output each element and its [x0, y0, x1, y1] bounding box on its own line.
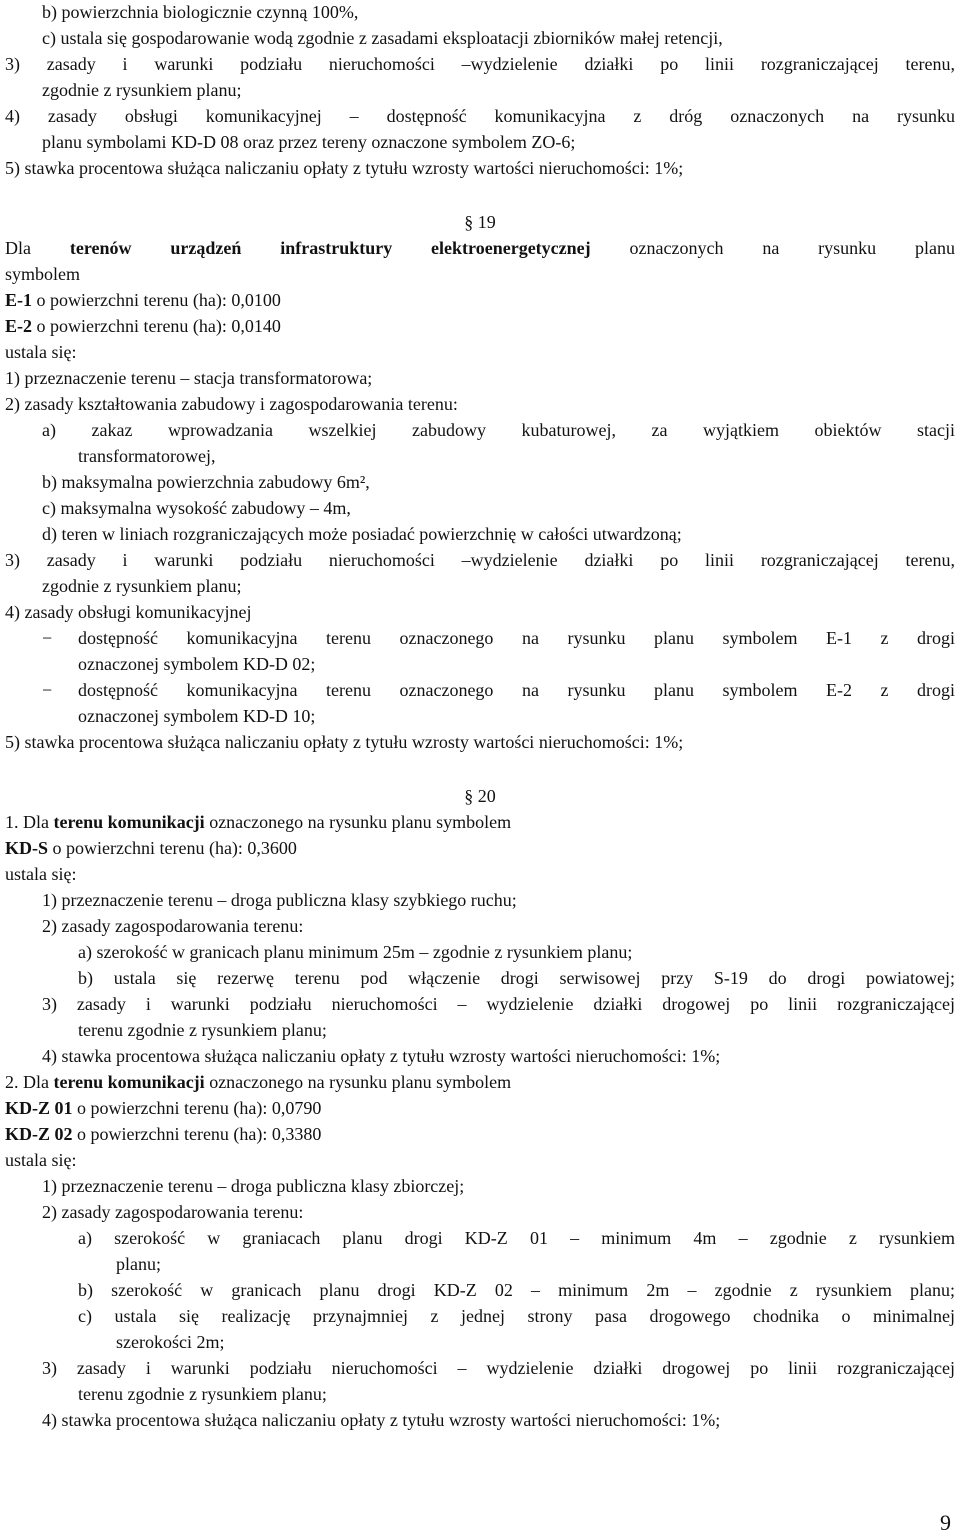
symbol-code: KD-Z 02	[5, 1124, 73, 1144]
symbol-line	[5, 1096, 321, 1122]
text-line: b) maksymalna powierzchnia zabudowy 6m²,	[42, 472, 370, 492]
text-line: symbolem	[5, 264, 80, 284]
text-line: 4) stawka procentowa służąca naliczaniu opłaty z tytułu wzrosty wartości nieruchomości: 1%;	[42, 1046, 721, 1066]
text-line: ustala się:	[5, 864, 77, 884]
intro-bold: terenu komunikacji	[53, 812, 205, 832]
text-line: 4) zasady obsługi komunikacyjnej – dostępność komunikacyjna z dróg oznaczonych na rysunku	[5, 106, 955, 126]
text-line: planu;	[116, 1254, 161, 1274]
section-heading: § 19	[464, 212, 496, 232]
text-line: 3) zasady i warunki podziału nieruchomości – wydzielenie działki drogowej po linii rozgraniczającej	[42, 1358, 955, 1378]
text-line: 2) zasady kształtowania zabudowy i zagospodarowania terenu:	[5, 394, 458, 414]
text-line: 1) przeznaczenie terenu – droga publiczna klasy szybkiego ruchu;	[42, 890, 517, 910]
symbol-code: KD-S	[5, 838, 49, 858]
symbol-line	[5, 1122, 321, 1148]
intro-bold: terenów urządzeń infrastruktury elektroenergetycznej	[69, 238, 591, 258]
intro-bold: terenu komunikacji	[53, 1072, 205, 1092]
text-line: 3) zasady i warunki podziału nieruchomości –wydzielenie działki po linii rozgraniczającej terenu,	[5, 550, 955, 570]
symbol-area: o powierzchni terenu (ha): 0,3380	[72, 1124, 322, 1144]
text-line: dostępność komunikacyjna terenu oznaczonego na rysunku planu symbolem E-1 z drogi	[78, 628, 955, 648]
symbol-line	[5, 836, 297, 862]
text-line: 5) stawka procentowa służąca naliczaniu opłaty z tytułu wzrosty wartości nieruchomości: 1%;	[5, 732, 684, 752]
section-heading: § 20	[464, 786, 496, 806]
text-line: d) teren w liniach rozgraniczających może posiadać powierzchnię w całości utwardzoną;	[42, 524, 682, 544]
text-line: 5) stawka procentowa służąca naliczaniu opłaty z tytułu wzrosty wartości nieruchomości: 1%;	[5, 158, 684, 178]
section-intro	[5, 236, 955, 262]
text-line: 3) zasady i warunki podziału nieruchomości – wydzielenie działki drogowej po linii rozgraniczającej	[42, 994, 955, 1014]
text-line: c) ustala się gospodarowanie wodą zgodnie z zasadami eksploatacji zbiorników małej retencji,	[42, 28, 723, 48]
text-line: zgodnie z rysunkiem planu;	[42, 576, 242, 596]
text-line: c) ustala się realizację przynajmniej z jednej strony pasa drogowego chodnika o minimalnej	[78, 1306, 955, 1326]
text-line: b) ustala się rezerwę terenu pod włączenie drogi serwisowej przy S-19 do drogi powiatowej;	[78, 968, 955, 988]
symbol-area: o powierzchni terenu (ha): 0,0140	[32, 316, 281, 336]
text-line: b) szerokość w granicach planu drogi KD-Z 02 – minimum 2m – zgodnie z rysunkiem planu;	[78, 1280, 955, 1300]
symbol-code: KD-Z 01	[5, 1098, 73, 1118]
bullet-dash: −	[42, 680, 53, 700]
text-line: 2) zasady zagospodarowania terenu:	[42, 1202, 304, 1222]
text-line: 1) przeznaczenie terenu – droga publiczna klasy zbiorczej;	[42, 1176, 465, 1196]
text-line: a) zakaz wprowadzania wszelkiej zabudowy kubaturowej, za wyjątkiem obiektów stacji	[42, 420, 955, 440]
symbol-line	[5, 314, 281, 340]
text-line: oznaczonej symbolem KD-D 02;	[78, 654, 316, 674]
text-line: a) szerokość w graniacach planu drogi KD-Z 01 – minimum 4m – zgodnie z rysunkiem	[78, 1228, 955, 1248]
intro-text: 2. Dla	[5, 1072, 54, 1092]
text-line: oznaczonej symbolem KD-D 10;	[78, 706, 316, 726]
text-line: zgodnie z rysunkiem planu;	[42, 80, 242, 100]
intro-text: oznaczonego na rysunku planu symbolem	[204, 812, 512, 832]
intro-text: Dla	[5, 238, 70, 258]
intro-text: oznaczonego na rysunku planu symbolem	[204, 1072, 512, 1092]
text-line: 1) przeznaczenie terenu – stacja transformatorowa;	[5, 368, 373, 388]
text-line: c) maksymalna wysokość zabudowy – 4m,	[42, 498, 351, 518]
bullet-dash: −	[42, 628, 53, 648]
text-line: a) szerokość w granicach planu minimum 25m – zgodnie z rysunkiem planu;	[78, 942, 633, 962]
symbol-line	[5, 288, 281, 314]
text-line: 3) zasady i warunki podziału nieruchomości –wydzielenie działki po linii rozgraniczającej terenu,	[5, 54, 955, 74]
text-line: planu symbolami KD-D 08 oraz przez tereny oznaczone symbolem ZO-6;	[42, 132, 576, 152]
text-line: 4) stawka procentowa służąca naliczaniu opłaty z tytułu wzrosty wartości nieruchomości: 1%;	[42, 1410, 721, 1430]
symbol-code: E-1	[5, 290, 32, 310]
text-line: 4) zasady obsługi komunikacyjnej	[5, 602, 252, 622]
intro-text: oznaczonych na rysunku planu	[590, 238, 956, 258]
text-line: szerokości 2m;	[116, 1332, 225, 1352]
text-line: dostępność komunikacyjna terenu oznaczonego na rysunku planu symbolem E-2 z drogi	[78, 680, 955, 700]
section-intro	[5, 1070, 511, 1096]
text-line: transformatorowej,	[78, 446, 216, 466]
symbol-area: o powierzchni terenu (ha): 0,0790	[72, 1098, 322, 1118]
text-line: terenu zgodnie z rysunkiem planu;	[78, 1384, 327, 1404]
text-line: b) powierzchnia biologicznie czynną 100%,	[42, 2, 359, 22]
symbol-code: E-2	[5, 316, 32, 336]
text-line: ustala się:	[5, 342, 77, 362]
symbol-area: o powierzchni terenu (ha): 0,0100	[32, 290, 281, 310]
symbol-area: o powierzchni terenu (ha): 0,3600	[48, 838, 297, 858]
text-line: 2) zasady zagospodarowania terenu:	[42, 916, 304, 936]
intro-text: 1. Dla	[5, 812, 54, 832]
text-line: ustala się:	[5, 1150, 77, 1170]
section-intro	[5, 810, 511, 836]
text-line: terenu zgodnie z rysunkiem planu;	[78, 1020, 327, 1040]
page-number: 9	[940, 1510, 951, 1535]
